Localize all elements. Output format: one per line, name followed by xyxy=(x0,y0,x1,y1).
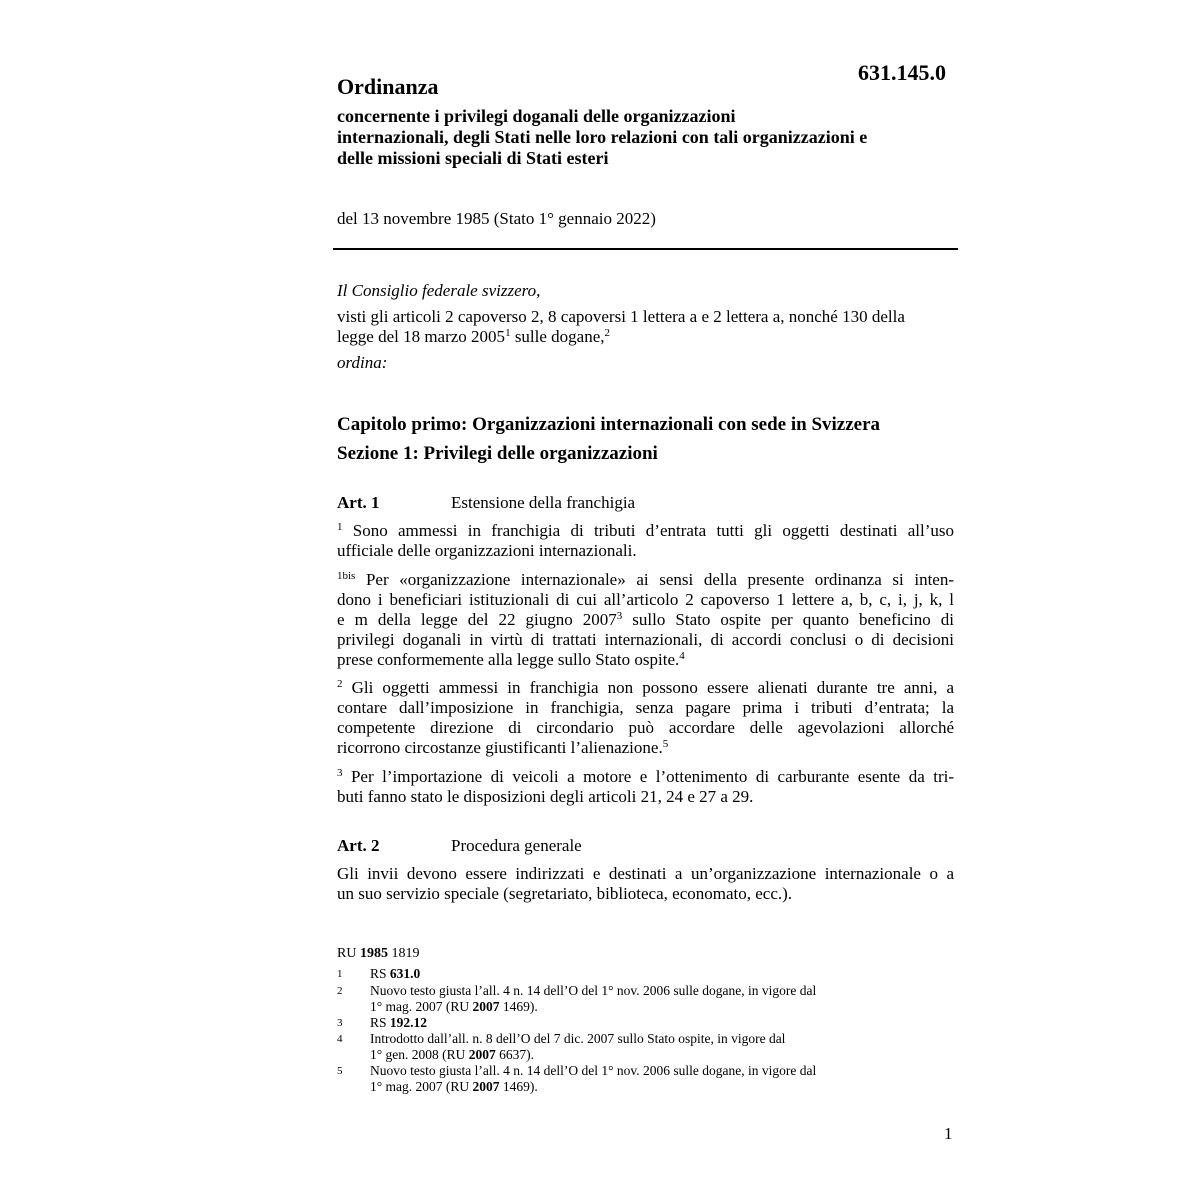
document-title: Ordinanza xyxy=(337,74,439,99)
rs-number: 631.145.0 xyxy=(858,60,946,85)
subtitle-line: internazionali, degli Stati nelle loro relazioni con tali organizzazioni e xyxy=(337,127,868,147)
paragraph-2: $^2$ Gli oggetti ammessi in franchigia non possono essere alienati durante tre anni, a contare dall’imposizione in franchigia, senza pagare prima i tributi d’entrata; la competente direzione di circondario può accordare delle agevolazioni allorché ricorrono circostanze giustificanti l’alienazione.$^5$ xyxy=(337,678,954,757)
article-title: Procedura generale xyxy=(451,836,582,855)
document-date: del 13 novembre 1985 (Stato 1° gennaio 2022) xyxy=(337,209,656,228)
article-2-text: Gli invii devono essere indirizzati e destinati a un’organizzazione internazionale o a un suo servizio speciale (segretariato, biblioteca, economato, ecc.). xyxy=(337,864,954,903)
paragraph-number: 3 xyxy=(337,767,343,779)
ru-reference: RU 1985 1819 xyxy=(337,946,420,961)
document-subtitle xyxy=(337,106,867,169)
subtitle-line: concernente i privilegi doganali delle organizzazioni xyxy=(337,106,736,126)
footnote-ref[interactable]: 4 xyxy=(679,650,685,662)
preamble-line: visti gli articoli 2 capoverso 2, 8 capoversi 1 lettera a e 2 lettera a, nonché 130 della xyxy=(337,307,905,326)
article-number: Art. 1 xyxy=(337,493,380,512)
footnote-ref[interactable]: 1 xyxy=(505,327,511,339)
paragraph-1bis: $^{1bis}$ Per «organizzazione internazionale» ai sensi della presente ordinanza si inten- dono i beneficiari istituzionali di cui all’articolo 2 capoverso 1 lettere a, b, c, i, j, k, l e m della legge del 22 giugno 2007$^3$ sullo Stato ospite per quanto beneficino di privilegi doganali in virtù di trattati internazionali, di accordi conclusi o di decisioni prese conformemente alla legge sullo Stato ospite.$^4$ xyxy=(337,570,954,669)
header-divider xyxy=(333,248,958,250)
paragraph-number: 2 xyxy=(337,678,343,690)
footnote-ref[interactable]: 5 xyxy=(662,738,669,750)
preamble-ordina: ordina: xyxy=(337,353,388,372)
subtitle-line: delle missioni speciali di Stati esteri xyxy=(337,148,609,168)
page-number: 1 xyxy=(944,1124,953,1143)
footnote-ref[interactable]: 3 xyxy=(616,610,623,622)
preamble-authority: Il Consiglio federale svizzero, xyxy=(337,281,541,300)
section-title: Sezione 1: Privilegi delle organizzazioni xyxy=(337,443,658,464)
chapter-title: Capitolo primo: Organizzazioni internazionali con sede in Svizzera xyxy=(337,414,881,435)
paragraph-number: 1 xyxy=(337,521,343,533)
paragraph-1: $^1$ Sono ammessi in franchigia di tributi d’entrata tutti gli oggetti destinati all’uso ufficiale delle organizzazioni internazionali. xyxy=(337,521,954,560)
paragraph-number: 1bis xyxy=(337,570,356,582)
document-page: 631.145.0 Ordinanza concernente i privilegi doganali delle organizzazioni internazionali, degli Stati nelle loro relazioni con tali organizzazioni e delle missioni speciali di Stati esteri del 13 novembre 1985 (Stato 1° gennaio 2022) Il Consiglio federale svizzero, visti gli articoli 2 capoverso 2, 8 capoversi 1 lettera a e 2 lettera a, nonché 130 della legge del 18 marzo 2005$^1$ sulle dogane,$^2$ ordina: Capitolo primo: Organizzazioni internazionali con sede in Svizzera Sezione 1: Privilegi delle organizzazioni Art. 1 Estensione della franchigia $^1$ Sono ammessi in franchigia di tributi d’entrata tutti gli oggetti destinati all’uso ufficiale delle organizzazioni internazionali. $^{1bis}$ Per «organizzazione internazionale» ai sensi della presente ordinanza si inten- dono i beneficiari istituzionali di cui all’articolo 2 capoverso 1 lettere a, b, c, i, j, k, l e m della legge del 22 giugno 2007$^3$ sullo Stato ospite per quanto beneficino di privilegi doganali in virtù di trattati internazionali, di accordi conclusi o di decisioni prese conformemente alla legge sullo Stato ospite.$^4$ $^2$ Gli oggetti ammessi in franchigia non possono essere alienati durante tre anni, a contare dall’imposizione in franchigia, senza pagare prima i tributi d’entrata; la competente direzione di circondario può accordare delle agevolazioni allorché ricorrono circostanze giustificanti l’alienazione.$^5$ $^3$ Per l’importazione di veicoli a motore e l’ottenimento di carburante esente da tri- buti fanno stato le disposizioni degli articoli 21, 24 e 27 a 29. Art. 2 Procedura generale Gli invii devono essere indirizzati e destinati a un’organizzazione internazionale o a un suo servizio speciale (segretariato, biblioteca, economato, ecc.). RU 1985 1819 1 RS 631.0 2 Nuovo testo giusta l’all. 4 n. 14 dell’O del 1° nov. 2006 sulle dogane, in vigore dal 1° mag. 2007 (RU 2007 1469). 3 RS 192.12 4 Introdotto dall’all. n. 8 dell’O del 7 dic. 2007 sullo Stato ospite, in vigore dal 1° gen. 2008 (RU 2007 6637). 5 Nuovo testo giusta l’all. 4 n. 14 dell’O del 1° nov. 2006 sulle dogane, in vigore dal 1° mag. 2007 (RU 2007 1469). 1 xyxy=(0,0,1200,1200)
paragraph-3: $^3$ Per l’importazione di veicoli a motore e l’ottenimento di carburante esente da tri- buti fanno stato le disposizioni degli articoli 21, 24 e 27 a 29. xyxy=(337,767,954,806)
article-number: Art. 2 xyxy=(337,836,380,855)
preamble-line: legge del 18 marzo 2005$^1$ sulle dogane,$^2$ xyxy=(337,327,611,346)
footnote-ref[interactable]: 2 xyxy=(604,327,611,339)
article-title: Estensione della franchigia xyxy=(451,493,636,512)
